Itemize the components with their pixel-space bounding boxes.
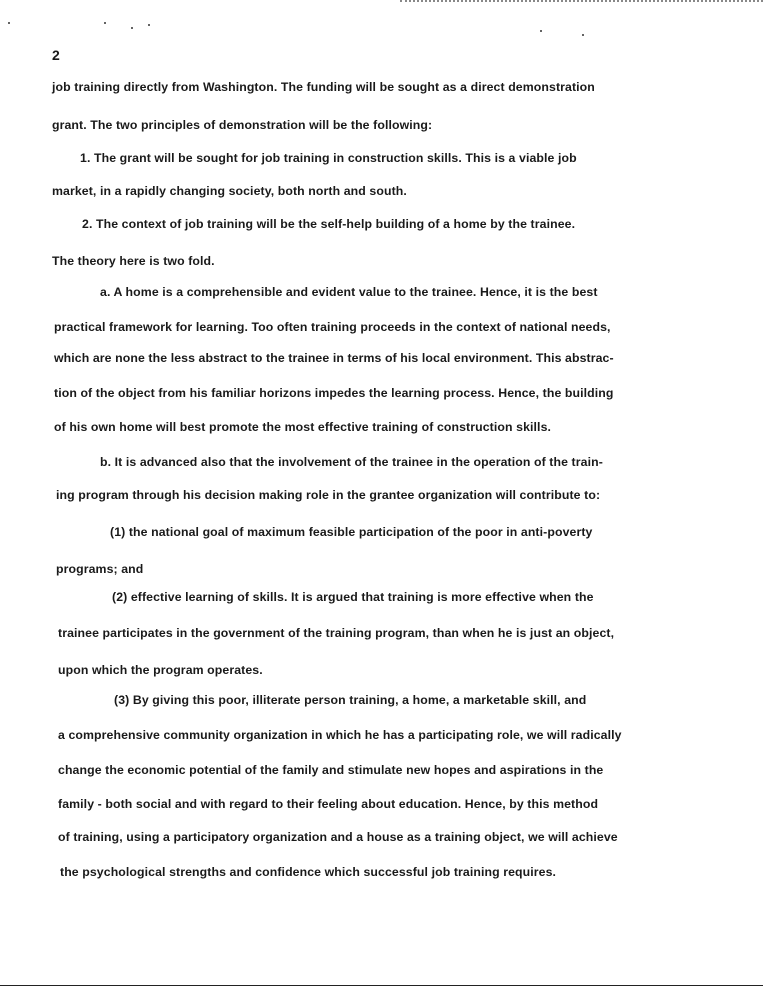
- text-line: grant. The two principles of demonstration will be the following:: [52, 118, 433, 132]
- scan-speck: [582, 34, 584, 36]
- scan-edge-dots: [400, 0, 763, 4]
- list-item-2: (2) effective learning of skills. It is argued that training is more effective when the: [112, 590, 594, 604]
- text-line: the psychological strengths and confidence which successful job training requires.: [60, 865, 557, 879]
- scan-speck: [131, 27, 133, 29]
- scan-speck: [8, 22, 10, 24]
- scan-bottom-edge: [0, 985, 763, 986]
- text-line: market, in a rapidly changing society, both north and south.: [52, 184, 407, 198]
- page-number: 2: [52, 47, 60, 63]
- text-line: practical framework for learning. Too often training proceeds in the context of national needs,: [54, 320, 611, 334]
- text-line: tion of the object from his familiar horizons impedes the learning process. Hence, the building: [54, 386, 614, 400]
- text-line: programs; and: [56, 562, 144, 576]
- text-line: job training directly from Washington. The funding will be sought as a direct demonstration: [52, 80, 595, 94]
- sub-item-b: b. It is advanced also that the involvement of the trainee in the operation of the train-: [100, 455, 603, 469]
- text-line: of his own home will best promote the most effective training of construction skills.: [54, 420, 552, 434]
- numbered-item-2: 2. The context of job training will be the self-help building of a home by the trainee.: [82, 217, 576, 231]
- list-item-3: (3) By giving this poor, illiterate person training, a home, a marketable skill, and: [114, 693, 587, 707]
- text-line: The theory here is two fold.: [52, 254, 215, 268]
- sub-item-a: a. A home is a comprehensible and evident value to the trainee. Hence, it is the best: [100, 285, 598, 299]
- text-line: trainee participates in the government of the training program, than when he is just an object,: [58, 626, 615, 640]
- scan-speck: [148, 24, 150, 26]
- numbered-item-1: 1. The grant will be sought for job training in construction skills. This is a viable job: [80, 151, 577, 165]
- text-line: upon which the program operates.: [58, 663, 263, 677]
- text-line: family - both social and with regard to their feeling about education. Hence, by this method: [58, 797, 599, 811]
- text-line: ing program through his decision making role in the grantee organization will contribute to:: [56, 488, 601, 502]
- scan-speck: [540, 30, 542, 32]
- text-line: change the economic potential of the family and stimulate new hopes and aspirations in the: [58, 763, 604, 777]
- text-line: a comprehensive community organization in which he has a participating role, we will radically: [58, 728, 622, 742]
- text-line: which are none the less abstract to the trainee in terms of his local environment. This abstrac-: [54, 351, 614, 365]
- list-item-1: (1) the national goal of maximum feasible participation of the poor in anti-poverty: [110, 525, 593, 539]
- text-line: of training, using a participatory organization and a house as a training object, we will achieve: [58, 830, 618, 844]
- scan-speck: [104, 22, 106, 24]
